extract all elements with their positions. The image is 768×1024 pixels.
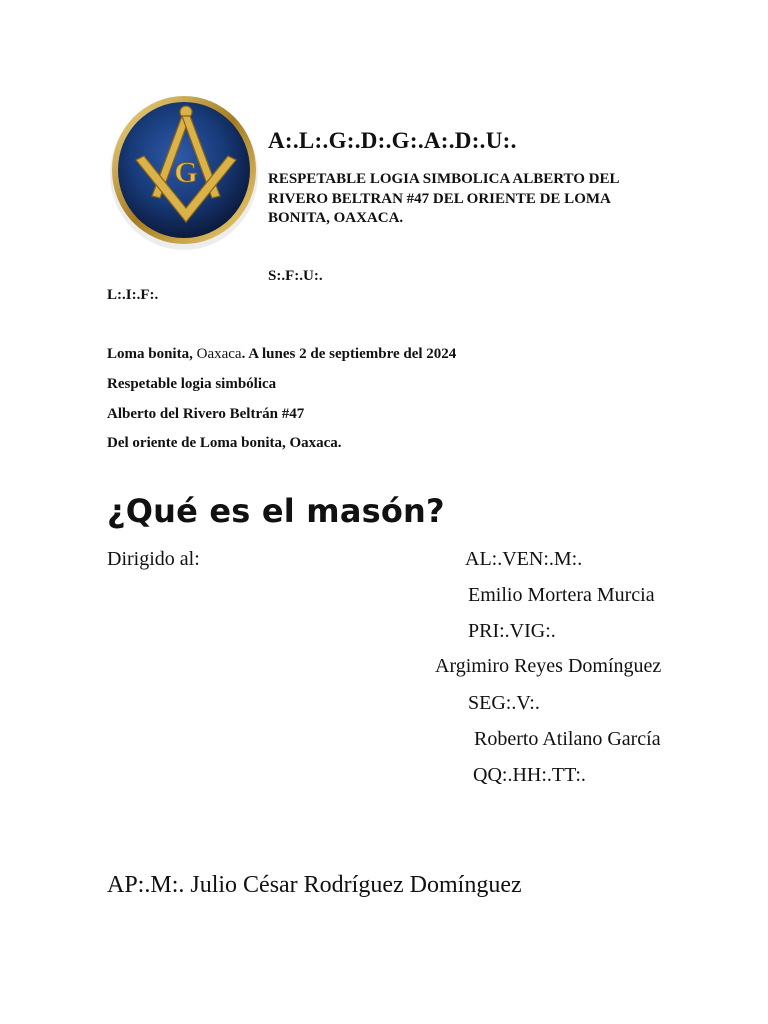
addressed-label: Dirigido al: bbox=[107, 548, 200, 570]
recipient-brethren: QQ:.HH:.TT:. bbox=[473, 764, 586, 786]
square-and-compass-emblem-icon bbox=[108, 90, 260, 252]
recipient-name-venerable: Emilio Mortera Murcia bbox=[468, 584, 655, 606]
recipient-title-first-warden: PRI:.VIG:. bbox=[468, 620, 556, 642]
salutation-lif: L:.I:.F:. bbox=[107, 287, 159, 303]
signature: AP:.M:. Julio César Rodríguez Domínguez bbox=[107, 872, 522, 898]
salutation-sfu: S:.F:.U:. bbox=[268, 268, 323, 284]
date-text: . A lunes 2 de septiembre del 2024 bbox=[241, 346, 457, 362]
recipient-name-first-warden: Argimiro Reyes Domínguez bbox=[435, 655, 662, 677]
place-bold: Loma bonita, bbox=[107, 346, 193, 362]
date-line bbox=[107, 346, 456, 363]
recipient-line-2: Respetable logia simbólica bbox=[107, 376, 277, 392]
recipient-title-second-warden: SEG:.V:. bbox=[468, 692, 540, 714]
header-subtitle: RESPETABLE LOGIA SIMBOLICA ALBERTO DEL RIVERO BELTRAN #47 DEL ORIENTE DE LOMA BONITA, OAXACA. bbox=[268, 171, 619, 226]
recipient-line-4: Del oriente de Loma bonita, Oaxaca. bbox=[107, 435, 342, 451]
page-title: ¿Qué es el masón? bbox=[107, 492, 445, 530]
place-regular: Oaxaca bbox=[192, 346, 242, 362]
logo bbox=[108, 90, 260, 252]
svg-text:G: G bbox=[174, 156, 198, 189]
recipient-name-second-warden: Roberto Atilano García bbox=[474, 728, 661, 750]
header-title: A:.L:.G:.D:.G:.A:.D:.U:. bbox=[268, 128, 517, 153]
recipient-title-venerable: AL:.VEN:.M:. bbox=[465, 548, 583, 570]
recipient-line-3: Alberto del Rivero Beltrán #47 bbox=[107, 406, 305, 422]
